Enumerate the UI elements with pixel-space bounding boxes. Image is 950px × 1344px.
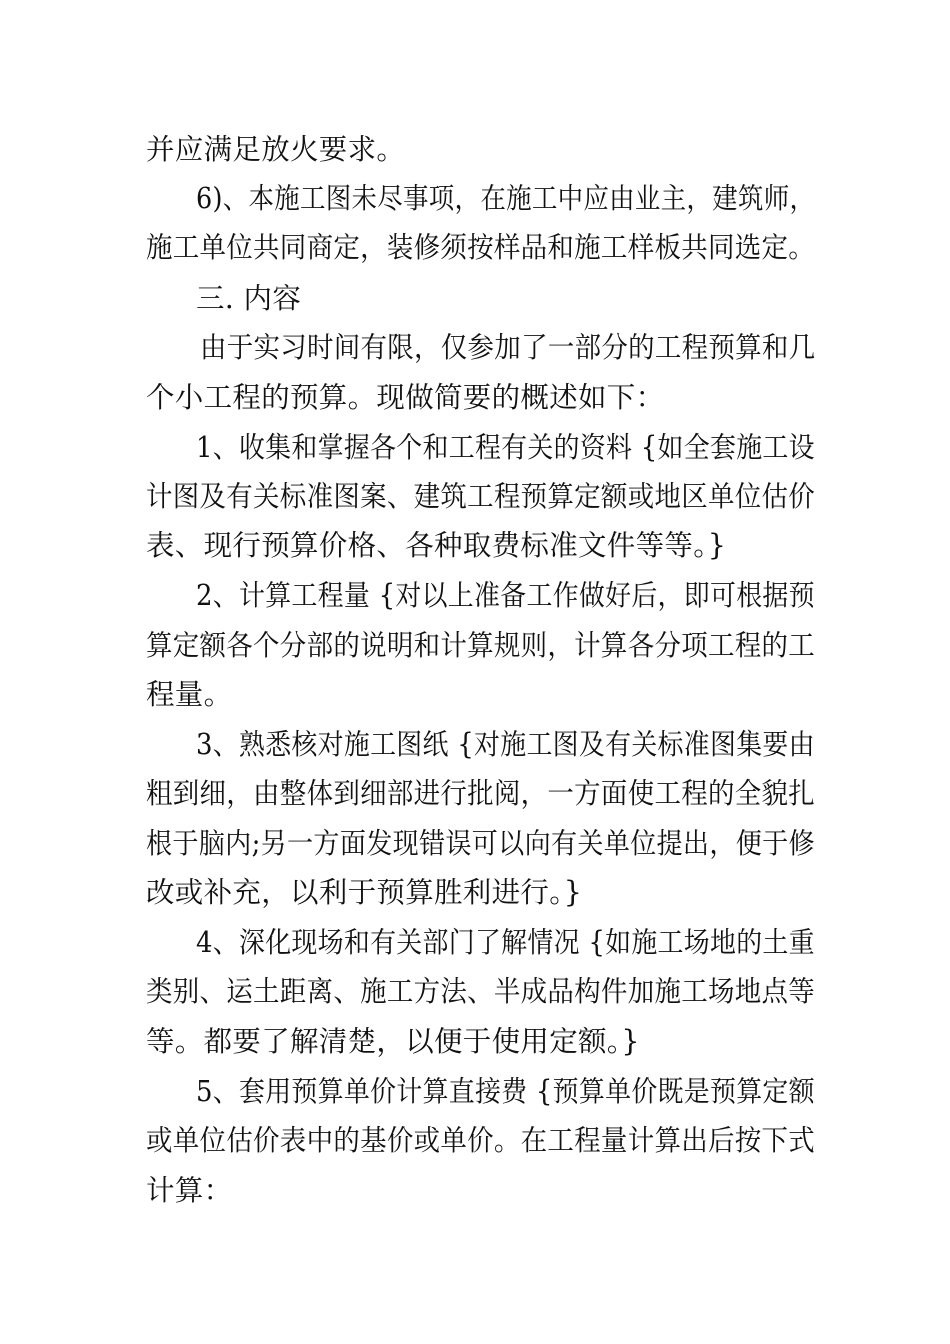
text-line: 4、深化现场和有关部门了解情况 {如施工场地的土重: [196, 926, 815, 959]
text-line: 算定额各个分部的说明和计算规则，计算各分项工程的工: [146, 629, 816, 662]
text-line: 程量。: [146, 678, 233, 711]
text-line: 或单位估价表中的基价或单价。在工程量计算出后按下式: [146, 1124, 816, 1157]
text-line: 计图及有关标准图案、建筑工程预算定额或地区单位估价: [146, 480, 816, 513]
text-line: 5、套用预算单价计算直接费 {预算单价既是预算定额: [196, 1075, 815, 1108]
text-line: 粗到细，由整体到细部进行批阅，一方面使工程的全貌扎: [146, 777, 816, 810]
text-line: 3、熟悉核对施工图纸 {对施工图及有关标准图集要由: [196, 728, 815, 761]
text-line: 并应满足放火要求。: [146, 133, 406, 166]
text-line: 由于实习时间有限，仅参加了一部分的工程预算和几: [200, 331, 816, 364]
text-line: 等。都要了解清楚，以便于使用定额。}: [146, 1025, 640, 1058]
section-heading: 三. 内容: [196, 282, 302, 315]
text-line: 表、现行预算价格、各种取费标准文件等等。}: [146, 529, 727, 562]
text-line: 根于脑内;另一方面发现错误可以向有关单位提出，便于修: [146, 827, 815, 860]
text-line: 施工单位共同商定，装修须按样品和施工样板共同选定。: [146, 231, 816, 264]
text-line: 改或补充，以利于预算胜利进行。}: [146, 876, 583, 909]
text-line: 2、计算工程量 {对以上准备工作做好后，即可根据预: [196, 579, 815, 612]
text-line: 计算：: [146, 1174, 233, 1207]
text-line: 1、收集和掌握各个和工程有关的资料 {如全套施工设: [196, 431, 815, 464]
text-line: 6)、本施工图未尽事项，在施工中应由业主，建筑师，: [196, 182, 816, 215]
text-line: 类别、运土距离、施工方法、半成品构件加施工场地点等: [146, 975, 816, 1008]
text-line: 个小工程的预算。现做简要的概述如下：: [146, 381, 665, 414]
